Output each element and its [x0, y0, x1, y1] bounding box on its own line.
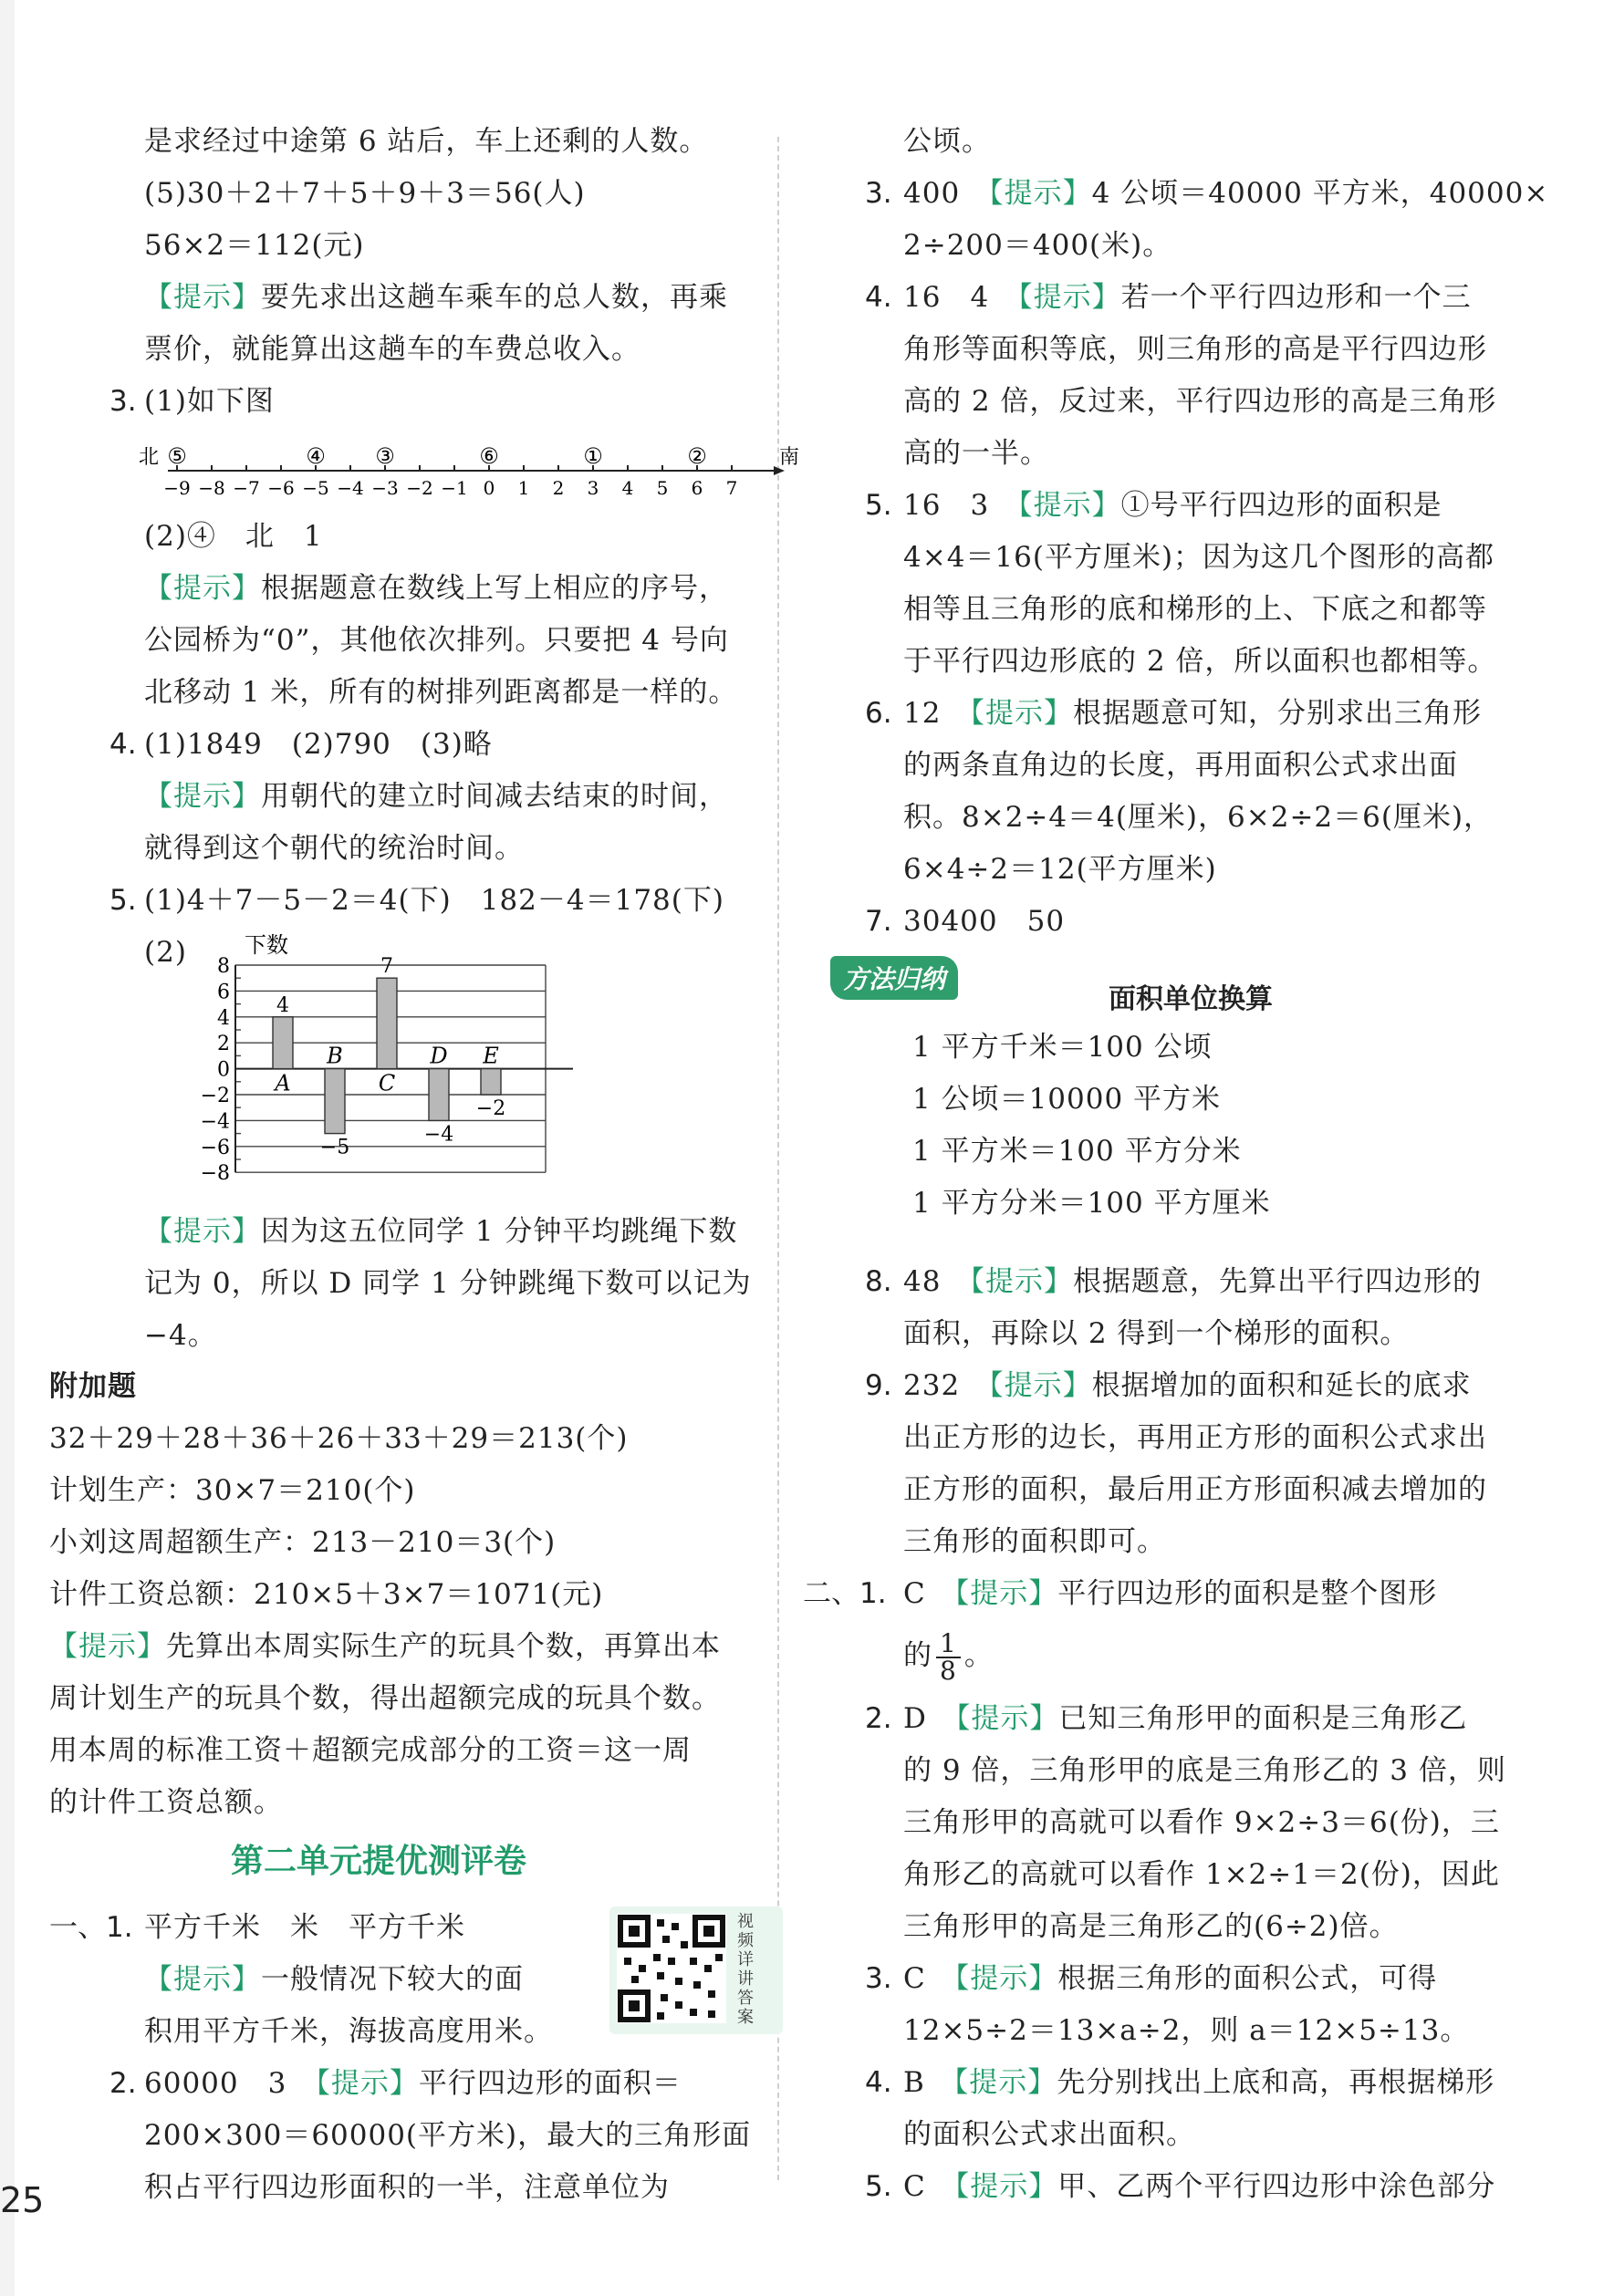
y-tick-label: −8 [200, 1162, 230, 1186]
y-tick-label: 0 [217, 1058, 230, 1082]
number-line-tick-label: 6 [691, 477, 703, 499]
category-label: A [275, 1070, 291, 1096]
number-line-marker: ① [583, 443, 603, 469]
number-line-tick-label: −1 [441, 477, 468, 499]
tip-line: 【提示】根据题意在数线上写上相应的序号， [144, 572, 728, 605]
chart-bars [273, 955, 505, 1158]
y-tick-label: 6 [217, 981, 230, 1004]
text-line: 4×4＝16(平方厘米)；因为这几个图形的高都 [903, 541, 1495, 574]
number-line-marker: ⑤ [167, 443, 187, 469]
number-line-tick-label: −8 [198, 477, 225, 499]
text-line: 小刘这周超额生产：213－210＝3(个) [49, 1526, 557, 1559]
text-line: 就得到这个朝代的统治时间。 [144, 832, 524, 865]
number-line-tick-label: −2 [406, 477, 433, 499]
number-line-figure [135, 436, 810, 509]
text-line: 周计划生产的玩具个数，得出超额完成的玩具个数。 [49, 1682, 721, 1715]
text-line: 32＋29＋28＋36＋26＋33＋29＝213(个) [49, 1422, 629, 1455]
number-line-tick-label: 5 [656, 477, 669, 499]
text-line: 公顷。 [903, 125, 991, 158]
text-line: −4。 [144, 1319, 217, 1352]
unit-title: 第二单元提优测评卷 [231, 1843, 527, 1880]
text-line: 16 4 【提示】若一个平行四边形和一个三 [903, 281, 1472, 314]
y-tick-label: 4 [217, 1006, 230, 1030]
y-tick-label: −4 [200, 1110, 230, 1134]
number-line-marker: ⑥ [479, 443, 499, 469]
number-line-tick-label: 7 [725, 477, 738, 499]
bar-chart [181, 930, 573, 1204]
text-line: 48 【提示】根据题意，先算出平行四边形的 [903, 1265, 1482, 1298]
extra-section-title: 附加题 [49, 1370, 137, 1403]
tip-line: 【提示】要先求出这趟车乘车的总人数，再乘 [144, 281, 728, 314]
text-line: 计划生产：30×7＝210(个) [49, 1474, 416, 1507]
text-line: 公园桥为“0”，其他依次排列。只要把 4 号向 [144, 624, 729, 657]
bar-D [429, 1069, 449, 1121]
qr-code-icon[interactable] [617, 1914, 726, 2023]
item-number: 3. [865, 177, 892, 210]
number-line-tick-label: −4 [337, 477, 364, 499]
text-line: 的计件工资总额。 [49, 1786, 283, 1819]
category-label: C [378, 1070, 396, 1096]
text-line: D 【提示】已知三角形甲的面积是三角形乙 [903, 1702, 1468, 1735]
text-line: 积用平方千米，海拔高度用米。 [144, 2015, 553, 2048]
fraction: $\frac{1}{8}$ [936, 1631, 961, 1684]
text-line: 400 【提示】4 公顷＝40000 平方米，40000× [903, 177, 1549, 210]
text-line: 积。8×2÷4＝4(厘米)，6×2÷2＝6(厘米)， [903, 801, 1494, 834]
text-line: 232 【提示】根据增加的面积和延长的底求 [903, 1369, 1472, 1402]
text-line: 56×2＝112(元) [144, 229, 365, 262]
qr-code-panel[interactable] [609, 1906, 783, 2034]
method-line: 1 平方米＝100 平方分米 [912, 1135, 1242, 1168]
item-number: 4. [109, 728, 137, 761]
item-number: 4. [865, 281, 892, 314]
text-line: 三角形的面积即可。 [903, 1525, 1166, 1558]
number-line-tick-label: −3 [371, 477, 399, 499]
y-axis-title: 下数 [245, 932, 288, 958]
text-line: 12 【提示】根据题意可知，分别求出三角形 [903, 697, 1482, 730]
section-number: 二、1. [803, 1577, 887, 1610]
value-label: 4 [276, 993, 289, 1017]
text-line: 角形乙的高就可以看作 1×2÷1＝2(份)，因此 [903, 1858, 1500, 1891]
item-number: 2. [109, 2067, 137, 2100]
text-line: 票价，就能算出这趟车的车费总收入。 [144, 333, 640, 366]
text-line: 16 3 【提示】①号平行四边形的面积是 [903, 489, 1442, 522]
number-line-tick-label: −7 [233, 477, 260, 499]
number-line-marker: ③ [375, 443, 395, 469]
text-line: 相等且三角形的底和梯形的上、下底之和都等 [903, 593, 1487, 626]
number-line-tick-label: 0 [483, 477, 495, 499]
text-line: 60000 3 【提示】平行四边形的面积＝ [144, 2067, 682, 2100]
category-label: D [430, 1043, 448, 1069]
south-label: 南 [779, 446, 800, 469]
text-line: (2) [144, 936, 187, 969]
text-line: 高的一半。 [903, 437, 1049, 470]
text-line: 平方千米 米 平方千米 [144, 1911, 465, 1944]
method-badge: 方法归纳 [830, 956, 958, 1000]
number-line-tick-label: 3 [587, 477, 599, 499]
text-line: 6×4÷2＝12(平方厘米) [903, 853, 1217, 886]
item-number: 5. [865, 489, 892, 522]
tip-line: 【提示】先算出本周实际生产的玩具个数，再算出本 [49, 1630, 721, 1663]
section-number: 一、1. [49, 1911, 133, 1944]
tip-line: 【提示】一般情况下较大的面 [144, 1963, 524, 1996]
bar-E [481, 1069, 501, 1095]
number-line-tick-label: −9 [163, 477, 191, 499]
method-line: 1 公顷＝10000 平方米 [912, 1083, 1222, 1116]
item-number: 2. [865, 1702, 892, 1735]
page-edge [0, 0, 15, 2296]
bar-A [273, 1017, 293, 1069]
text-line: 角形等面积等底，则三角形的高是平行四边形 [903, 333, 1487, 366]
value-label: 7 [380, 955, 393, 979]
y-tick-label: 8 [217, 955, 230, 978]
qr-caption: 视频详讲答案 [737, 1912, 754, 2027]
text-line: (1)4＋7－5－2＝4(下) 182－4＝178(下) [144, 884, 724, 917]
text-line: 的两条直角边的长度，再用面积公式求出面 [903, 749, 1458, 782]
text-line: C 【提示】平行四边形的面积是整个图形 [903, 1577, 1438, 1610]
category-label: E [483, 1043, 499, 1069]
tip-line: 【提示】用朝代的建立时间减去结束的时间， [144, 780, 728, 813]
y-tick-label: 2 [217, 1033, 230, 1056]
bar-C [377, 978, 397, 1068]
item-number: 9. [865, 1369, 892, 1402]
value-label: −2 [475, 1097, 506, 1120]
text-line: 出正方形的边长，再用正方形的面积公式求出 [903, 1421, 1487, 1454]
text-line: 北移动 1 米，所有的树排列距离都是一样的。 [144, 676, 738, 709]
number-line-tick-label: −6 [267, 477, 295, 499]
text-line: (5)30＋2＋7＋5＋9＋3＝56(人) [144, 177, 586, 210]
text-line: 于平行四边形底的 2 倍，所以面积也都相等。 [903, 645, 1497, 678]
text-line: 三角形甲的高就可以看作 9×2÷3＝6(份)，三 [903, 1806, 1500, 1839]
item-number: 3. [865, 1962, 892, 1995]
text-line: (2)④ 北 1 [144, 520, 323, 553]
method-line: 1 平方千米＝100 公顷 [912, 1031, 1213, 1064]
text-line: 面积，再除以 2 得到一个梯形的面积。 [903, 1317, 1410, 1350]
text-line: 正方形的面积，最后用正方形面积减去增加的 [903, 1473, 1487, 1506]
page-number: 25 [0, 2180, 45, 2220]
method-line: 1 平方分米＝100 平方厘米 [912, 1187, 1271, 1220]
number-line-tick-label: 4 [621, 477, 634, 499]
number-line-labels [167, 443, 707, 469]
item-number: 8. [865, 1265, 892, 1298]
text-line: 计件工资总额：210×5＋3×7＝1071(元) [49, 1578, 604, 1611]
item-number: 5. [109, 884, 137, 917]
text-line: 是求经过中途第 6 站后，车上还剩的人数。 [144, 125, 709, 158]
item-number: 3. [109, 385, 137, 418]
text-line: 三角形甲的高是三角形乙的(6÷2)倍。 [903, 1910, 1399, 1943]
north-label: 北 [139, 446, 160, 469]
text-line: 高的 2 倍，反过来，平行四边形的高是三角形 [903, 385, 1497, 418]
number-line-tick-label: 2 [552, 477, 565, 499]
category-label: B [327, 1043, 343, 1069]
tip-line: 【提示】因为这五位同学 1 分钟平均跳绳下数 [144, 1215, 738, 1248]
text-line: 积占平行四边形面积的一半，注意单位为 [144, 2171, 670, 2204]
item-number: 5. [865, 2170, 892, 2203]
y-tick-label: −6 [200, 1136, 230, 1159]
text-line: (1)1849 (2)790 (3)略 [144, 728, 493, 761]
value-label: −4 [423, 1123, 454, 1147]
number-line-marker: ② [687, 443, 707, 469]
text-line: C 【提示】甲、乙两个平行四边形中涂色部分 [903, 2170, 1496, 2203]
number-line-marker: ④ [306, 443, 326, 469]
text-line: 2÷200＝400(米)。 [903, 229, 1172, 262]
number-line-tick-label: −5 [302, 477, 329, 499]
text-line: 的 9 倍，三角形甲的底是三角形乙的 3 倍，则 [903, 1754, 1506, 1787]
method-title: 面积单位换算 [1109, 983, 1273, 1015]
value-label: −5 [319, 1136, 350, 1159]
text-line: 记为 0，所以 D 同学 1 分钟跳绳下数可以记为 [144, 1267, 752, 1300]
text-line: 的 $\frac{1}{8}$ 。 [903, 1627, 994, 1686]
y-tick-label: −2 [200, 1085, 230, 1107]
bar-B [325, 1069, 345, 1134]
tip-label: 【提示】 [144, 281, 261, 314]
text-line: 30400 50 [903, 905, 1066, 938]
item-number: 7. [865, 905, 892, 938]
item-number: 4. [865, 2066, 892, 2099]
text-line: 的面积公式求出面积。 [903, 2118, 1195, 2151]
text-line: 12×5÷2＝13×a÷2，则 a＝12×5÷13。 [903, 2014, 1470, 2047]
text-line: 用本周的标准工资＋超额完成部分的工资＝这一周 [49, 1734, 692, 1767]
number-line-tick-label: 1 [517, 477, 530, 499]
text-line: B 【提示】先分别找出上底和高，再根据梯形 [903, 2066, 1495, 2099]
text-line: C 【提示】根据三角形的面积公式，可得 [903, 1962, 1438, 1995]
text-line: (1)如下图 [144, 385, 275, 418]
text-line: 200×300＝60000(平方米)，最大的三角形面 [144, 2119, 752, 2152]
item-number: 6. [865, 697, 892, 730]
